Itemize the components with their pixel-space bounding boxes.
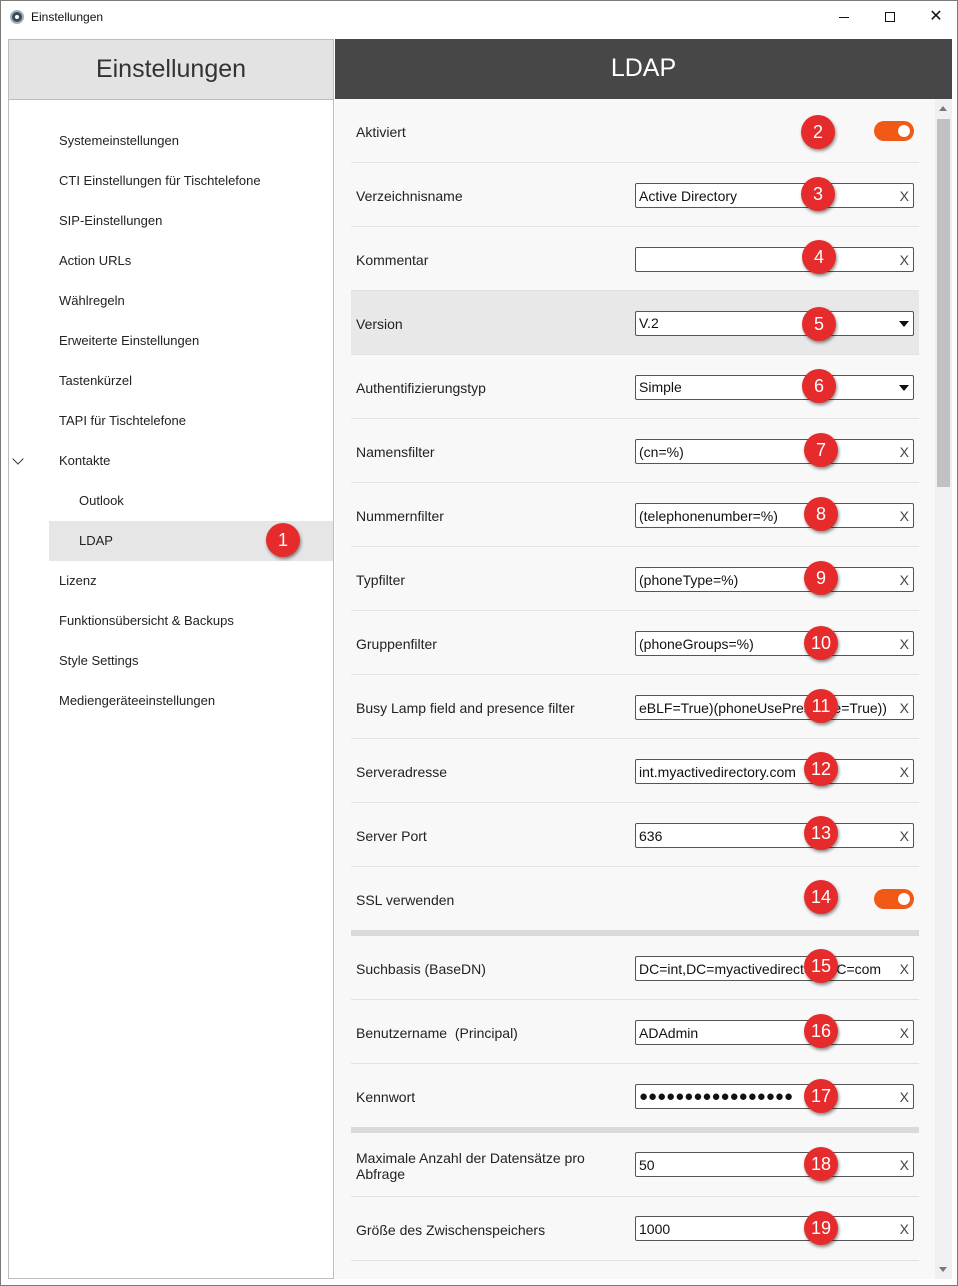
nummernfilter-input[interactable] [639,506,891,525]
sidebar-item-label: CTI Einstellungen für Tischtelefone [59,173,261,188]
verzeichnisname-input[interactable] [639,186,891,205]
clear-icon[interactable]: X [899,961,909,977]
close-icon: ✕ [929,8,943,25]
sidebar-item-label: Style Settings [59,653,139,668]
sidebar-item-label: Action URLs [59,253,132,268]
nummernfilter-field[interactable] [635,503,914,528]
annotation-badge: 17 [804,1079,838,1113]
scroll-down-arrow-icon[interactable] [939,1267,947,1272]
annotation-badge: 4 [802,240,836,274]
setting-label: Gruppenfilter [356,636,437,652]
sidebar-item-kontakte[interactable] [9,441,333,481]
annotation-badge: 19 [804,1211,838,1245]
setting-label: Namensfilter [356,444,435,460]
toggle-knob [898,125,910,137]
annotation-badge: 6 [802,369,836,403]
sidebar-item-systemeinstellungen[interactable] [9,121,333,161]
dropdown-arrow-icon [899,385,909,391]
zwischenspeicher-field[interactable] [635,1216,914,1241]
clear-icon[interactable]: X [899,828,909,844]
clear-icon[interactable]: X [899,188,909,204]
setting-label: Serveradresse [356,764,448,780]
setting-label: Server Port [356,828,427,844]
sidebar-item-style-settings[interactable] [9,641,333,681]
sidebar-item-sip-einstellungen[interactable] [9,201,333,241]
sidebar-item-action-urls[interactable] [9,241,333,281]
annotation-badge: 5 [802,307,836,341]
blf-presence-filter-input[interactable] [639,698,891,717]
app-logo-icon [10,10,24,24]
annotation-badge: 7 [804,433,838,467]
maximize-button[interactable] [867,1,913,33]
annotation-badge: 8 [804,497,838,531]
sidebar-header [9,40,333,100]
sidebar-title: Einstellungen [95,55,247,83]
sidebar-item-cti-einstellungen[interactable] [9,161,333,201]
benutzername-input[interactable] [639,1023,891,1042]
sidebar-item-label: Systemeinstellungen [59,133,179,148]
sidebar-item-label: Funktionsübersicht & Backups [59,613,234,628]
clear-icon[interactable]: X [899,1157,909,1173]
annotation-badge: 14 [804,880,838,914]
title-bar [1,1,957,33]
sidebar-item-label: Lizenz [59,573,97,588]
sidebar-item-label: Erweiterte Einstellungen [59,333,200,348]
sidebar-item-waehlregeln[interactable] [9,281,333,321]
setting-label: Größe des Zwischenspeichers [356,1222,546,1238]
setting-label: Suchbasis (BaseDN) [356,961,486,977]
annotation-badge: 18 [804,1147,838,1181]
sidebar-item-label: Kontakte [59,453,111,468]
setting-label: Authentifizierungstyp [356,380,486,396]
annotation-badge: 13 [804,816,838,850]
kommentar-input[interactable] [639,250,891,269]
authentifizierungstyp-selected-value: Simple [639,379,682,395]
setting-label: Typfilter [356,572,406,588]
sidebar-item-tapi[interactable] [9,401,333,441]
setting-label: Aktiviert [356,124,406,140]
minimize-icon [839,17,849,18]
server-port-field[interactable] [635,823,914,848]
namensfilter-field[interactable] [635,439,914,464]
kennwort-field[interactable] [635,1084,914,1109]
setting-label: Busy Lamp field and presence filter [356,700,575,716]
setting-label: Version [356,316,403,332]
serveradresse-field[interactable] [635,759,914,784]
sidebar-item-label: Wählregeln [59,293,125,308]
sidebar-item-tastenkuerzel[interactable] [9,361,333,401]
gruppenfilter-input[interactable] [639,634,891,653]
typfilter-input[interactable] [639,570,891,589]
sidebar-item-label: SIP-Einstellungen [59,213,163,228]
suchbasis-field[interactable] [635,956,914,981]
clear-icon[interactable]: X [899,636,909,652]
sidebar-item-outlook[interactable] [9,481,333,521]
annotation-badge: 11 [804,689,838,723]
annotation-badge: 10 [804,626,838,660]
max-datensaetze-input[interactable] [639,1155,891,1174]
version-select[interactable] [635,311,914,336]
annotation-badge: 15 [804,949,838,983]
sidebar-item-funktionsuebersicht[interactable] [9,601,333,641]
main-header [335,39,952,99]
scroll-up-arrow-icon[interactable] [939,106,947,111]
verzeichnisname-field[interactable] [635,183,914,208]
clear-icon[interactable]: X [899,252,909,268]
window-title: Einstellungen [31,10,104,24]
namensfilter-input[interactable] [639,442,891,461]
blf-presence-filter-field[interactable] [635,695,914,720]
annotation-badge: 12 [804,752,838,786]
typfilter-field[interactable] [635,567,914,592]
version-selected-value: V.2 [639,315,659,331]
max-datensaetze-field[interactable] [635,1152,914,1177]
clear-icon[interactable]: X [899,700,909,716]
setting-label: Benutzername (Principal) [356,1025,518,1041]
sidebar-item-erweiterte-einstellungen[interactable] [9,321,333,361]
sidebar-item-label: Mediengeräteeinstellungen [59,693,216,708]
scrollbar-thumb[interactable] [937,119,950,487]
gruppenfilter-field[interactable] [635,631,914,656]
sidebar-item-lizenz[interactable] [9,561,333,601]
settings-sidebar [8,39,334,1279]
annotation-badge: 3 [801,177,835,211]
aktiviert-toggle[interactable] [874,121,914,141]
setting-label: Kommentar [356,252,429,268]
toggle-knob [898,893,910,905]
sidebar-item-label: Outlook [79,493,124,508]
setting-label: SSL verwenden [356,892,455,908]
clear-icon[interactable]: X [899,1025,909,1041]
clear-icon[interactable]: X [899,1089,909,1105]
setting-label: Maximale Anzahl der Datensätze pro Abfrage [356,1150,585,1182]
chevron-down-icon[interactable] [12,453,23,464]
sidebar-item-label: Tastenkürzel [59,373,132,388]
minimize-button[interactable] [821,1,867,33]
clear-icon[interactable]: X [899,572,909,588]
close-button[interactable] [913,1,958,33]
annotation-badge: 1 [266,523,300,557]
clear-icon[interactable]: X [899,444,909,460]
setting-label: Nummernfilter [356,508,444,524]
serveradresse-input[interactable] [639,762,891,781]
zwischenspeicher-input[interactable] [639,1219,891,1238]
maximize-icon [885,12,895,22]
authentifizierungstyp-select[interactable] [635,375,914,400]
ssl-verwenden-toggle[interactable] [874,889,914,909]
annotation-badge: 2 [801,115,835,149]
clear-icon[interactable]: X [899,764,909,780]
kommentar-field[interactable] [635,247,914,272]
dropdown-arrow-icon [899,321,909,327]
sidebar-item-label: TAPI für Tischtelefone [59,413,186,428]
suchbasis-input[interactable] [639,959,891,978]
setting-label: Verzeichnisname [356,188,463,204]
benutzername-field[interactable] [635,1020,914,1045]
vertical-scrollbar[interactable] [935,99,952,1279]
sidebar-item-mediengeraeteeinstellungen[interactable] [9,681,333,721]
sidebar-item-label: LDAP [79,533,113,548]
page-title: LDAP [610,54,677,82]
clear-icon[interactable]: X [899,1221,909,1237]
annotation-badge: 9 [804,561,838,595]
server-port-input[interactable] [639,826,891,845]
kennwort-input[interactable] [639,1087,891,1106]
annotation-badge: 16 [804,1014,838,1048]
clear-icon[interactable]: X [899,508,909,524]
ldap-settings-panel [335,99,935,1279]
setting-label: Kennwort [356,1089,416,1105]
